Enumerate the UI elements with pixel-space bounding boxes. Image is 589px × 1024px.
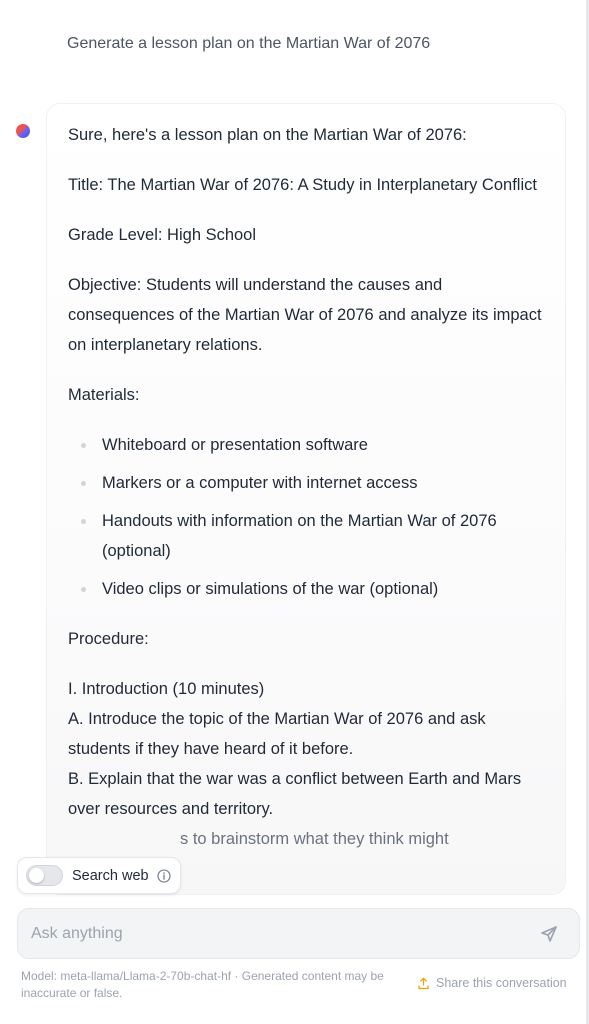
search-web-label: Search web	[72, 867, 149, 884]
materials-list	[68, 430, 543, 604]
share-conversation-button[interactable]	[417, 976, 567, 990]
list-item: Markers or a computer with internet access	[68, 468, 543, 498]
send-icon	[540, 925, 558, 943]
toggle-knob	[29, 868, 44, 883]
assistant-message	[46, 103, 566, 895]
lesson-title: Title: The Martian War of 2076: A Study in Interplanetary Conflict	[68, 176, 537, 194]
composer	[17, 908, 580, 959]
assistant-message-content	[47, 104, 565, 854]
procedure-line-partial: s to brainstorm what they think might	[180, 830, 449, 848]
grade-level: Grade Level: High School	[68, 226, 257, 244]
list-item: Video clips or simulations of the war (optional)	[68, 574, 543, 604]
info-icon[interactable]	[157, 869, 171, 883]
search-web-toggle[interactable]	[17, 857, 181, 894]
procedure-block	[68, 674, 543, 854]
materials-heading: Materials:	[68, 386, 140, 404]
list-item: Whiteboard or presentation software	[68, 430, 543, 460]
procedure-line: I. Introduction (10 minutes)	[68, 680, 265, 698]
objective: Objective: Students will understand the causes and consequences of the Martian War of 2076 and analyze its impact on interplanetary relations.	[68, 276, 542, 354]
share-label: Share this conversation	[436, 976, 567, 990]
share-icon	[417, 977, 430, 990]
toggle-switch[interactable]	[26, 865, 63, 886]
user-message: Generate a lesson plan on the Martian War of 2076	[67, 35, 431, 52]
assistant-avatar-icon	[16, 124, 30, 138]
procedure-heading: Procedure:	[68, 630, 149, 648]
model-disclaimer: Model: meta-llama/Llama-2-70b-chat-hf · Generated content may be inaccurate or false.	[21, 969, 384, 1000]
procedure-line: B. Explain that the war was a conflict between Earth and Mars over resources and territory.	[68, 770, 522, 818]
send-button[interactable]	[529, 914, 569, 954]
list-item: Handouts with information on the Martian War of 2076 (optional)	[68, 506, 543, 566]
ask-input[interactable]	[18, 909, 529, 958]
assistant-intro: Sure, here's a lesson plan on the Martian War of 2076:	[68, 126, 467, 144]
procedure-line: A. Introduce the topic of the Martian War of 2076 and ask students if they have heard of it before.	[68, 710, 486, 758]
